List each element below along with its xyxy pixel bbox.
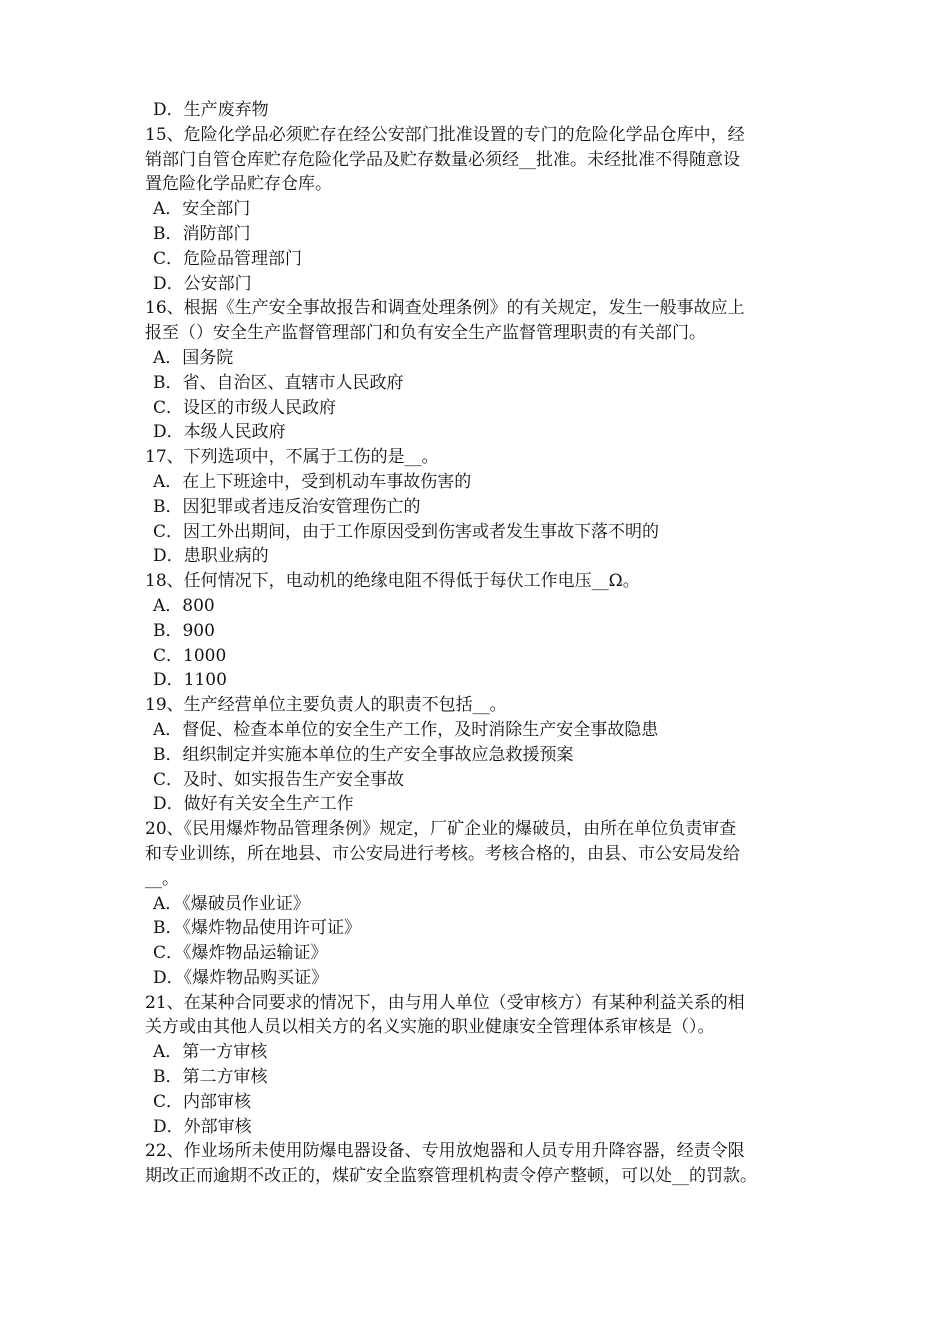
question-text-line: 期改正而逾期不改正的，煤矿安全监察管理机构责令停产整顿，可以处__的罚款。 [145,1166,757,1187]
answer-option: B．因犯罪或者违反治安管理伤亡的 [153,496,421,517]
question-text-line: 18、任何情况下，电动机的绝缘电阻不得低于每伏工作电压__Ω。 [145,571,640,592]
question-text-line: __。 [145,868,179,889]
question-text-line: 报至（）安全生产监督管理部门和负有安全生产监督管理职责的有关部门。 [145,323,706,344]
answer-option: D．1100 [153,670,227,691]
answer-option: A．在上下班途中，受到机动车事故伤害的 [153,471,472,492]
question-text-line: 19、生产经营单位主要负责人的职责不包括__。 [145,695,507,716]
question-text-line: 20、《民用爆炸物品管理条例》规定，厂矿企业的爆破员，由所在单位负责审查 [145,819,737,840]
answer-option: C．《爆炸物品运输证》 [153,943,328,964]
answer-option: D．生产废弃物 [153,100,269,120]
answer-option: D．公安部门 [153,273,252,294]
answer-option: C．1000 [153,645,227,666]
answer-option: A．第一方审核 [153,1042,268,1063]
question-text-line: 22、作业场所未使用防爆电器设备、专用放炮器和人员专用升降容器，经责令限 [145,1141,745,1162]
question-text-line: 销部门自管仓库贮存危险化学品及贮存数量必须经__批准。未经批准不得随意设 [145,149,740,170]
answer-option: B．省、自治区、直辖市人民政府 [153,372,404,393]
answer-option: B．900 [153,620,215,641]
question-text-line: 16、根据《生产安全事故报告和调查处理条例》的有关规定，发生一般事故应上 [145,298,745,319]
question-text-line: 置危险化学品贮存仓库。 [145,174,332,195]
answer-option: A．国务院 [153,347,234,368]
document-page [145,98,815,1189]
answer-option: A．督促、检查本单位的安全生产工作，及时消除生产安全事故隐患 [153,719,659,740]
answer-option: D．外部审核 [153,1116,252,1137]
answer-option: A．安全部门 [153,199,251,220]
answer-option: B．消防部门 [153,223,251,244]
answer-option: C．危险品管理部门 [153,248,303,269]
question-text-line: 关方或由其他人员以相关方的名义实施的职业健康安全管理体系审核是（）。 [145,1017,715,1038]
question-text-line: 17、下列选项中，不属于工伤的是__。 [145,447,439,468]
answer-option: C．及时、如实报告生产安全事故 [153,769,405,790]
answer-option: B．第二方审核 [153,1067,268,1088]
answer-option: B．组织制定并实施本单位的生产安全事故应急救援预案 [153,744,574,765]
answer-option: C．设区的市级人民政府 [153,397,337,418]
question-text-line: 和专业训练，所在地县、市公安局进行考核。考核合格的，由县、市公安局发给 [145,843,740,864]
answer-option: A．800 [153,595,215,616]
answer-option: C．内部审核 [153,1091,252,1112]
answer-option: D．本级人民政府 [153,422,286,443]
question-text-line: 15、危险化学品必须贮存在经公安部门批准设置的专门的危险化学品仓库中，经 [145,124,745,145]
answer-option: B．《爆炸物品使用许可证》 [153,918,361,939]
answer-option: C．因工外出期间，由于工作原因受到伤害或者发生事故下落不明的 [153,521,660,542]
answer-option: D．《爆炸物品购买证》 [153,967,329,988]
answer-option: D．做好有关安全生产工作 [153,794,354,815]
question-text-line: 21、在某种合同要求的情况下，由与用人单位（受审核方）有某种利益关系的相 [145,992,745,1013]
answer-option: A．《爆破员作业证》 [153,893,310,914]
answer-option: D．患职业病的 [153,546,269,567]
